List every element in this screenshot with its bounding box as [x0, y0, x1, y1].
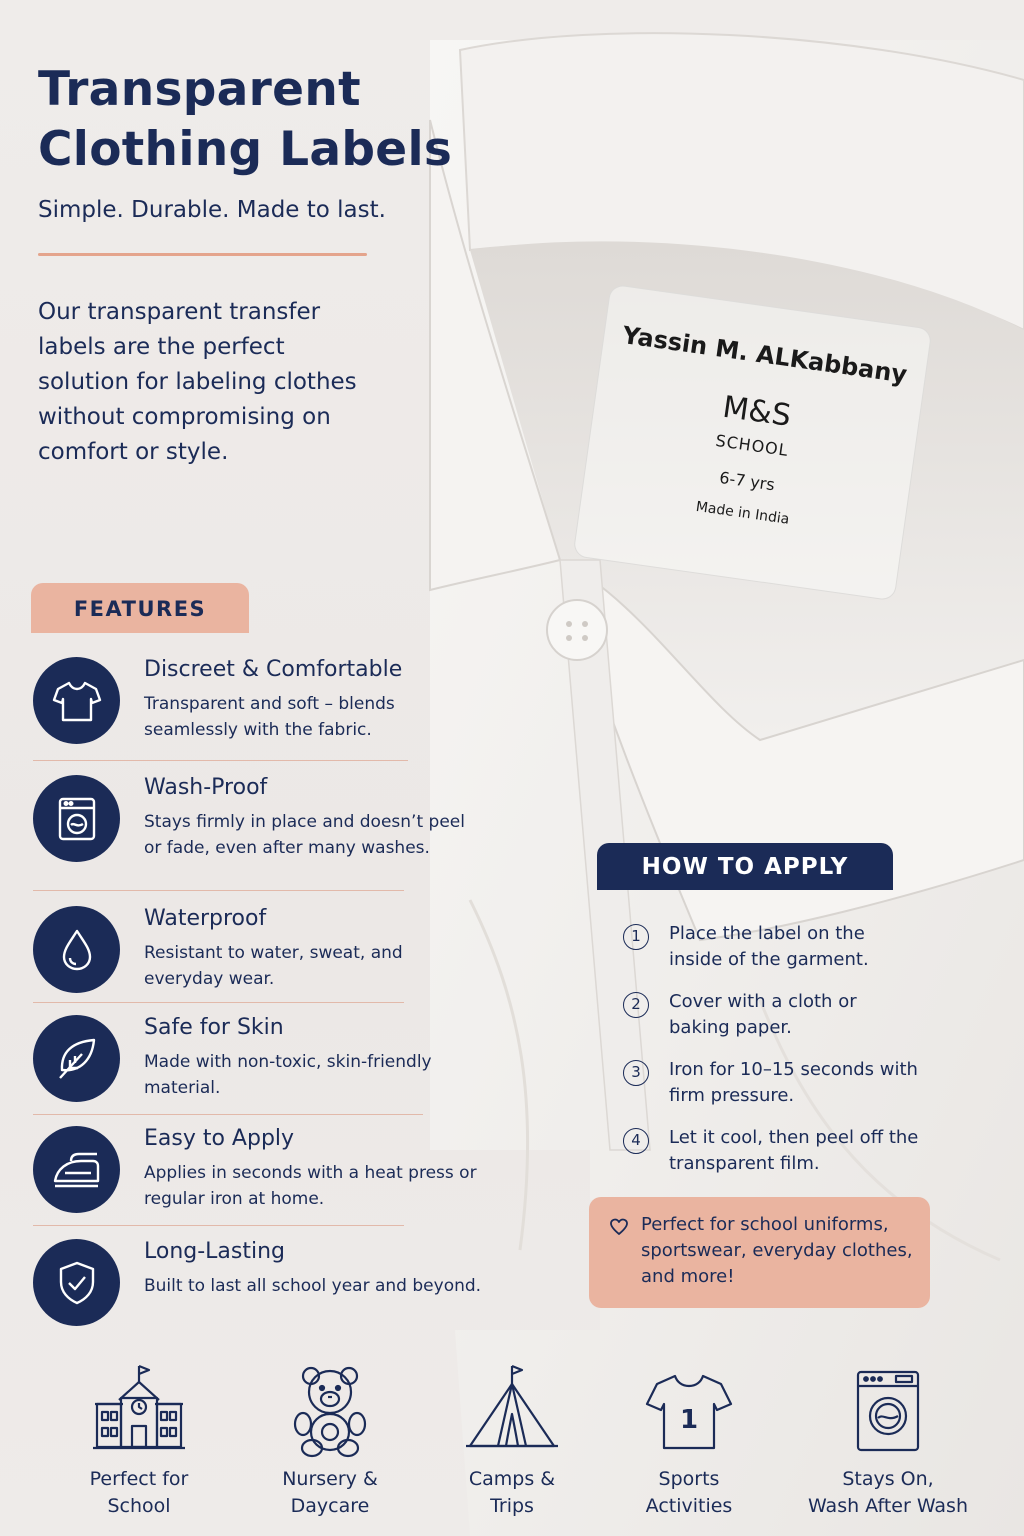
title-line-1: Transparent: [38, 62, 361, 117]
leaf-icon: [33, 1015, 120, 1102]
step-text: Let it cool, then peel off the transparent film.: [669, 1127, 919, 1174]
feature-desc: Stays firmly in place and doesn’t peel or fade, even after many washes.: [144, 812, 465, 858]
note-text: Perfect for school uniforms, sportswear, everyday clothes, and more!: [641, 1214, 913, 1287]
divider: [38, 253, 367, 256]
use-nursery: [266, 1362, 394, 1517]
label-brand: M&S: [720, 389, 794, 434]
perfect-for-note: [589, 1197, 930, 1308]
separator: [33, 1114, 423, 1115]
feature-title: Waterproof: [144, 906, 267, 931]
sports-shirt-icon: [641, 1362, 737, 1458]
label-origin: Made in India: [694, 498, 791, 528]
iron-icon: [33, 1126, 120, 1213]
title-line-2: Clothing Labels: [38, 122, 453, 177]
use-label: Perfect for School: [89, 1468, 189, 1517]
feature-desc: Made with non-toxic, skin-friendly material.: [144, 1052, 432, 1098]
feature-title: Wash-Proof: [144, 775, 268, 800]
label-name: Yassin M. ALKabbany: [620, 321, 909, 389]
step-text: Place the label on the inside of the garment.: [669, 923, 869, 970]
separator: [33, 1225, 404, 1226]
step-number: 4: [623, 1128, 649, 1154]
feature-desc: Resistant to water, sweat, and everyday wear.: [144, 943, 403, 989]
use-label: Stays On, Wash After Wash: [807, 1468, 968, 1517]
school-building-icon: [89, 1362, 189, 1458]
use-wash: [798, 1362, 978, 1517]
step-text: Iron for 10–15 seconds with firm pressure.: [669, 1059, 918, 1106]
use-label: Nursery & Daycare: [282, 1468, 378, 1517]
separator: [33, 890, 404, 891]
heart-icon: [609, 1217, 629, 1237]
washing-machine-icon: [33, 775, 120, 862]
tagline: Simple. Durable. Made to last.: [38, 197, 386, 223]
washing-machine-icon: [848, 1362, 928, 1458]
label-line: SCHOOL: [714, 430, 790, 460]
water-drop-icon: [33, 906, 120, 993]
intro-text: Our transparent transfer labels are the perfect solution for labeling clothes without compromising on comfort or style.: [38, 299, 357, 465]
feature-title: Discreet & Comfortable: [144, 657, 403, 682]
page-title: [38, 60, 458, 180]
feature-desc: Built to last all school year and beyond.: [144, 1276, 482, 1296]
feature-desc: Transparent and soft – blends seamlessly with the fabric.: [144, 694, 395, 740]
tshirt-icon: [33, 657, 120, 744]
features-heading: FEATURES: [31, 583, 249, 633]
how-to-apply-heading: HOW TO APPLY: [597, 843, 893, 890]
separator: [33, 760, 408, 761]
separator: [33, 1002, 404, 1003]
feature-title: Long-Lasting: [144, 1239, 286, 1264]
use-sports: [625, 1362, 753, 1517]
use-school: [70, 1362, 208, 1517]
teddy-bear-icon: [285, 1362, 375, 1458]
feature-title: Safe for Skin: [144, 1015, 284, 1040]
feature-desc: Applies in seconds with a heat press or regular iron at home.: [144, 1163, 477, 1209]
step-number: 1: [623, 924, 649, 950]
use-label: Sports Activities: [645, 1468, 733, 1517]
use-label: Camps & Trips: [468, 1468, 556, 1517]
shield-check-icon: [33, 1239, 120, 1326]
shirt-number: 1: [679, 1405, 699, 1435]
step-number: 3: [623, 1060, 649, 1086]
tent-icon: [462, 1362, 562, 1458]
use-camps: [448, 1362, 576, 1517]
feature-title: Easy to Apply: [144, 1126, 295, 1151]
garment-label-sample: [572, 284, 932, 602]
step-number: 2: [623, 992, 649, 1018]
label-size: 6-7 yrs: [718, 467, 776, 495]
step-text: Cover with a cloth or baking paper.: [669, 991, 857, 1038]
